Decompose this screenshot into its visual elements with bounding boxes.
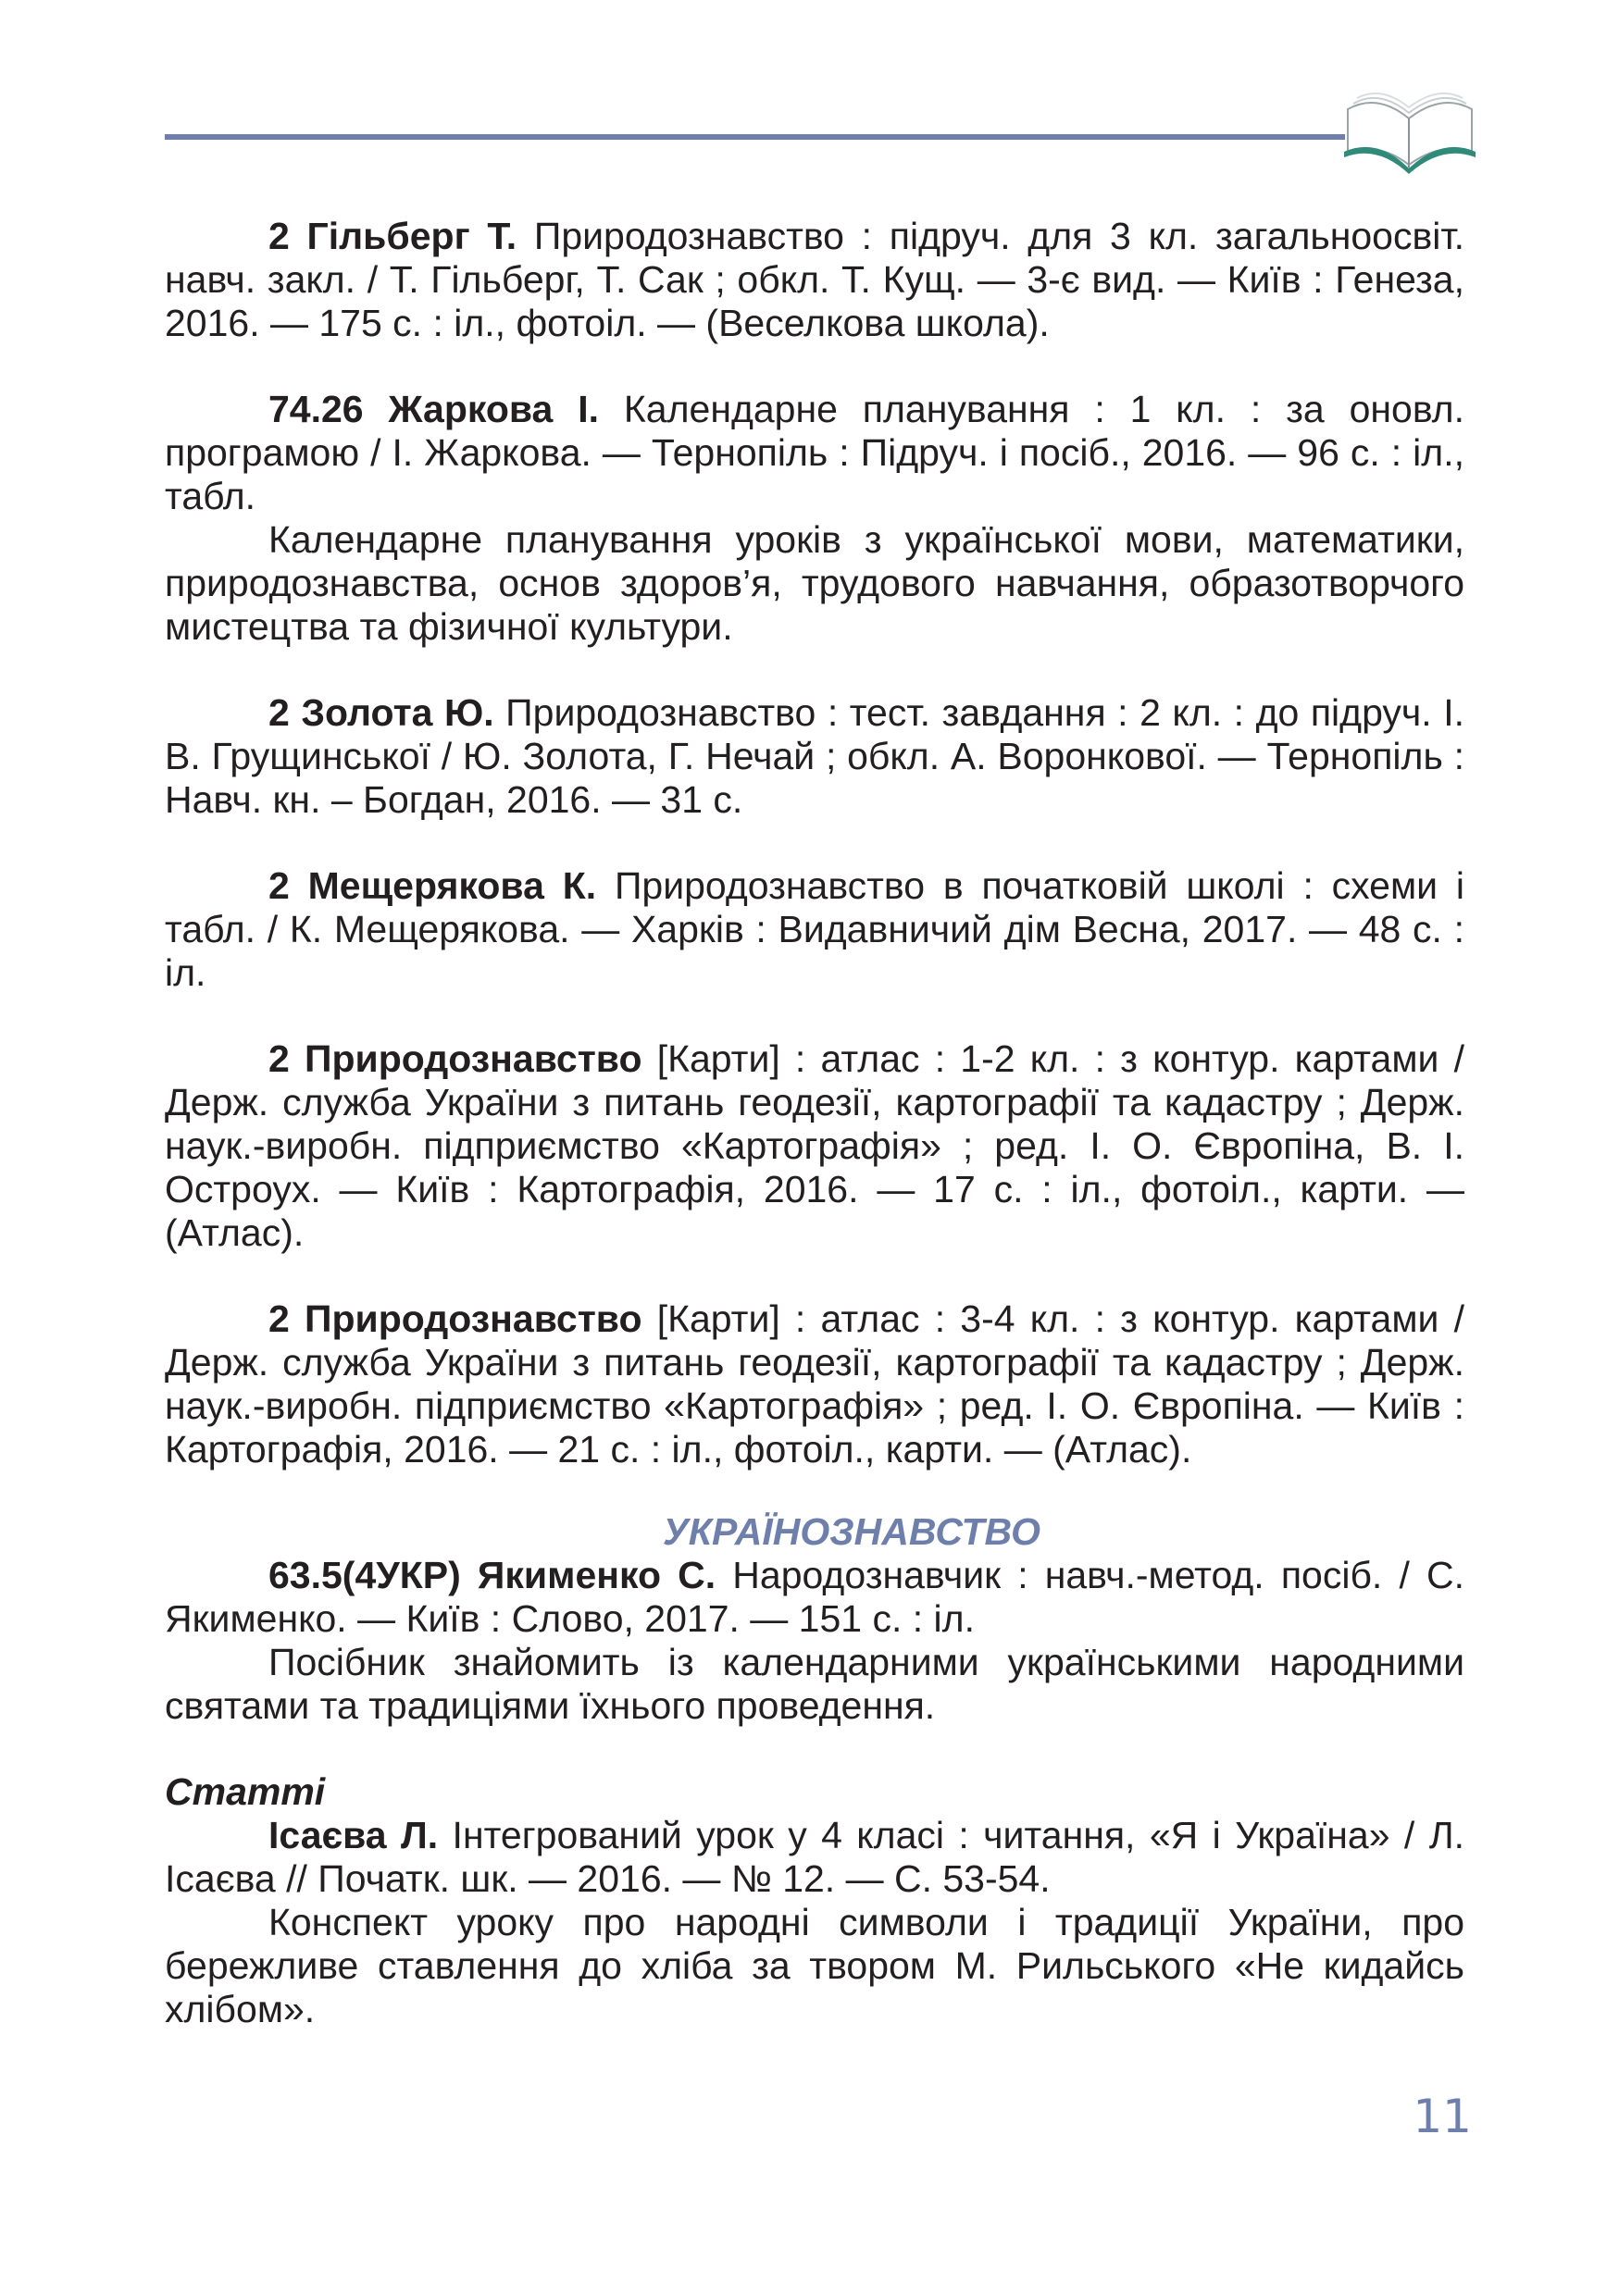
entry-heading: 74.26 Жаркова І. bbox=[268, 388, 600, 430]
open-book-icon bbox=[1340, 72, 1479, 174]
section-title: УКРАЇНОЗНАВСТВО bbox=[663, 1510, 1040, 1553]
entry-annotation: Календарне планування уроків з української мови, математики, природознавства, основ здоров’я, трудового навчання, образотворчого мистецтва та фізичної культури. bbox=[165, 518, 1464, 648]
entry-description: [Карти] : атлас : 1-2 кл. : з контур. картами / Держ. служба України з питань геодезії, картографії та кадастру ; Держ. наук.-виробн. підприємство «Картографія» ; ред. І. О. Європіна, В. І. Остроух. — Київ : Картографія, 2016. — 17 с. : іл., фотоіл., карти. — (Атлас). bbox=[165, 1037, 1464, 1254]
page-number: 11 bbox=[1413, 2090, 1472, 2143]
entry-heading: 2 Мещерякова К. bbox=[268, 864, 597, 907]
bibliography-entry bbox=[165, 215, 1464, 345]
bibliography-entry bbox=[165, 1554, 1464, 1641]
header-rule bbox=[165, 134, 1345, 140]
entry-annotation: Посібник знайомить із календарними українськими народними святами та традиціями їхнього проведення. bbox=[165, 1641, 1464, 1727]
bibliography-entry bbox=[165, 864, 1464, 995]
entry-heading: 2 Природознавство bbox=[268, 1037, 642, 1080]
entry-annotation: Конспект уроку про народні символи і традиції України, про бережливе ставлення до хліба за твором М. Рильського «Не кидайсь хлібом». bbox=[165, 1901, 1464, 2030]
entry-description: Природознавство в початковій школі : схеми і табл. / К. Мещерякова. — Харків : Видавничий дім Весна, 2017. — 48 с. : іл. bbox=[165, 864, 1464, 994]
entry-heading: 2 Гільберг Т. bbox=[268, 215, 517, 257]
entry-heading: 2 Золота Ю. bbox=[268, 691, 494, 734]
subsection-title: Статті bbox=[165, 1770, 326, 1813]
bibliography-content bbox=[165, 215, 1464, 2031]
entry-description: Календарне планування : 1 кл. : за оновл. програмою / І. Жаркова. — Тернопіль : Підруч. і посіб., 2016. — 96 с. : іл., табл. bbox=[165, 388, 1465, 517]
entry-description: Народознавчик : навч.-метод. посіб. / С. Якименко. — Київ : Слово, 2017. — 151 с. : іл. bbox=[165, 1554, 1464, 1640]
article-entry bbox=[165, 1814, 1464, 1901]
bibliography-entry bbox=[165, 691, 1464, 822]
entry-heading: 63.5(4УКР) Якименко С. bbox=[268, 1554, 716, 1596]
entry-heading: 2 Природознавство bbox=[268, 1297, 642, 1340]
bibliography-entry bbox=[165, 1297, 1464, 1471]
bibliography-entry bbox=[165, 388, 1464, 518]
entry-description: Природознавство : підруч. для 3 кл. загальноосвіт. навч. закл. / Т. Гільберг, Т. Сак ; обкл. Т. Кущ. — 3-є вид. — Київ : Генеза, 2016. — 175 с. : іл., фотоіл. — (Веселкова школа). bbox=[165, 215, 1464, 344]
bibliography-entry bbox=[165, 1037, 1464, 1255]
entry-description: [Карти] : атлас : 3-4 кл. : з контур. картами / Держ. служба України з питань геодезії, картографії та кадастру ; Держ. наук.-виробн. підприємство «Картографія» ; ред. І. О. Європіна. — Київ : Картографія, 2016. — 21 с. : іл., фотоіл., карти. — (Атлас). bbox=[165, 1297, 1464, 1471]
entry-description: Інтегрований урок у 4 класі : читання, «Я і Україна» / Л. Ісаєва // Початк. шк. — 2016. — № 12. — С. 53-54. bbox=[165, 1814, 1464, 1900]
entry-description: Природознавство : тест. завдання : 2 кл. : до підруч. І. В. Грущинської / Ю. Золота, Г. Нечай ; обкл. А. Воронкової. — Тернопіль : Навч. кн. – Богдан, 2016. — 31 с. bbox=[165, 691, 1464, 821]
entry-heading: Ісаєва Л. bbox=[268, 1814, 439, 1856]
